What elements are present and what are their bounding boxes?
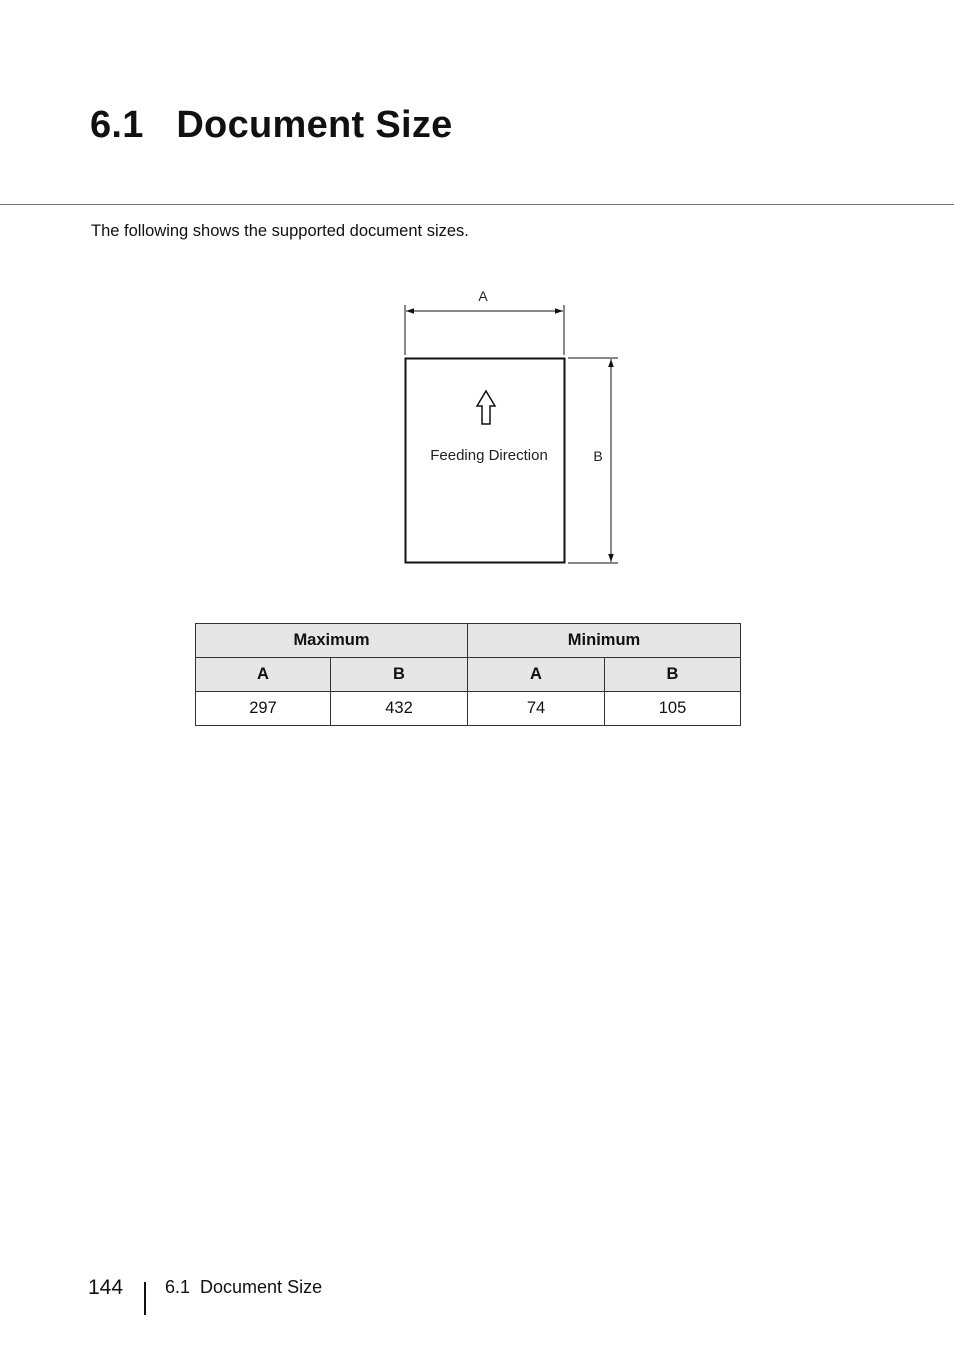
table-row xyxy=(196,692,741,726)
table-column-row xyxy=(196,658,741,692)
column-header-min-a: A xyxy=(468,658,605,692)
cell-min-b: 105 xyxy=(605,692,741,726)
heading-divider xyxy=(0,204,954,205)
column-header-min-b: B xyxy=(605,658,741,692)
column-header-max-a: A xyxy=(196,658,331,692)
intro-paragraph: The following shows the supported document sizes. xyxy=(91,222,469,240)
page-number: 144 xyxy=(88,1276,124,1299)
column-header-max-b: B xyxy=(331,658,468,692)
cell-max-b: 432 xyxy=(331,692,468,726)
footer-section-reference: 6.1 Document Size xyxy=(165,1277,323,1297)
cell-max-a: 297 xyxy=(196,692,331,726)
document-size-diagram xyxy=(400,285,630,575)
section-title: Document Size xyxy=(176,104,453,146)
section-number: 6.1 xyxy=(90,104,144,146)
footer-divider xyxy=(144,1282,146,1315)
feeding-direction-label: Feeding Direction xyxy=(430,447,548,464)
document-size-table xyxy=(195,623,741,726)
group-header-minimum: Minimum xyxy=(468,624,741,658)
dimension-a-label: A xyxy=(478,288,488,304)
table-group-row xyxy=(196,624,741,658)
dimension-b-label: B xyxy=(593,448,603,464)
cell-min-a: 74 xyxy=(468,692,605,726)
section-heading xyxy=(90,104,453,147)
group-header-maximum: Maximum xyxy=(196,624,468,658)
